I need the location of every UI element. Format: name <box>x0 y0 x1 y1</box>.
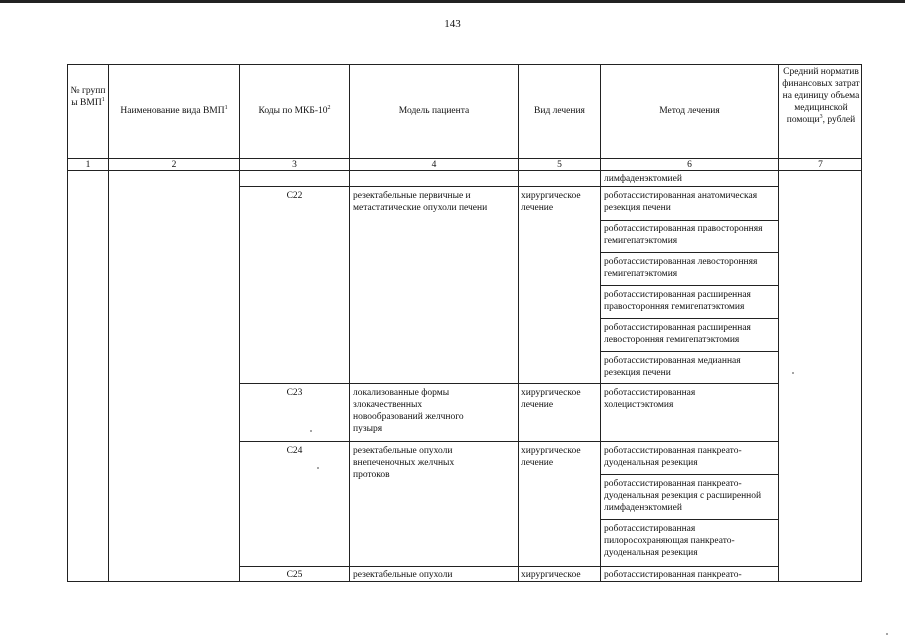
method-cell: роботассистированная холецистэктомия <box>604 388 696 410</box>
method-cell: лимфаденэктомией <box>604 174 682 184</box>
method-line <box>600 220 778 221</box>
method-cell: роботассистированная левосторонняя гемигепатэктомия <box>604 257 758 279</box>
col-line-4 <box>518 64 519 582</box>
method-line <box>600 474 778 475</box>
header-patient-model: Модель пациента <box>398 106 470 116</box>
method-cell: роботассистированная расширенная левосторонняя гемигепатэктомия <box>604 323 751 345</box>
col-number: 3 <box>292 160 297 170</box>
header-treatment-type: Вид лечения <box>534 106 585 116</box>
col-line-2 <box>239 64 240 582</box>
method-cell: роботассистированная пилоросохраняющая панкреато-дуоденальная резекция <box>604 524 735 558</box>
method-cell: роботассистированная расширенная правосторонняя гемигепатэктомия <box>604 290 751 312</box>
col-number: 6 <box>687 160 692 170</box>
treatment-type-cell: хирургическое лечение <box>521 446 581 468</box>
treatment-type-cell: хирургическое лечение <box>521 388 581 410</box>
icd-code: C22 <box>286 191 303 201</box>
method-line <box>600 351 778 352</box>
header-vmp-name: Наименование вида ВМП$^1$ <box>120 104 228 116</box>
col-number: 2 <box>171 160 177 170</box>
col-line-1 <box>108 64 109 582</box>
col-line-3 <box>349 64 350 582</box>
col-number: 5 <box>557 160 562 170</box>
col-line-6 <box>778 64 779 582</box>
top-border <box>0 0 905 3</box>
patient-model-cell: резектабельные опухоли внепеченочных желчных протоков <box>353 446 455 480</box>
icd-code: C24 <box>286 446 303 456</box>
page-number: 143 <box>444 18 461 30</box>
row-line <box>239 186 778 187</box>
patient-model-cell: локализованные формы злокачественных новообразований желчного пузыря <box>353 388 464 434</box>
header-group-number: № групп ы ВМП$^1$ <box>70 86 106 108</box>
method-cell: роботассистированная панкреато-дуоденальная резекция с расширенной лимфаденэктомией <box>604 479 762 513</box>
col-number: 1 <box>85 160 91 170</box>
treatment-type-cell: хирургическое <box>521 570 581 580</box>
scan-speck <box>792 372 794 374</box>
header-cost-standard: Средний норматив финансовых затрат на единицу объема медицинской помощи$^3$, рублей <box>782 67 860 125</box>
method-cell: роботассистированная панкреато- <box>604 570 742 580</box>
row-line <box>239 383 778 384</box>
col-line-5 <box>600 64 601 582</box>
scan-speck <box>886 633 888 635</box>
method-cell: роботассистированная анатомическая резекция печени <box>604 191 758 213</box>
scan-speck <box>310 430 312 432</box>
method-cell: роботассистированная правосторонняя гемигепатэктомия <box>604 224 763 246</box>
patient-model-cell: резектабельные опухоли <box>353 570 453 580</box>
header-icd-codes: Коды по МКБ-$10^2$ <box>258 104 331 116</box>
icd-code: C25 <box>286 570 303 580</box>
patient-model-cell: резектабельные первичные и метастатические опухоли печени <box>353 191 488 213</box>
method-line <box>600 285 778 286</box>
method-line <box>600 519 778 520</box>
method-cell: роботассистированная медианная резекция печени <box>604 356 741 378</box>
row-line <box>239 566 778 567</box>
header-treatment-method: Метод лечения <box>659 106 720 116</box>
col-number: 7 <box>818 160 823 170</box>
treatment-type-cell: хирургическое лечение <box>521 191 581 213</box>
method-line <box>600 318 778 319</box>
method-line <box>600 252 778 253</box>
method-cell: роботассистированная панкреато-дуоденальная резекция <box>604 446 742 468</box>
col-number: 4 <box>431 160 437 170</box>
scan-speck <box>317 467 319 469</box>
icd-code: C23 <box>286 388 303 398</box>
row-line <box>239 441 778 442</box>
